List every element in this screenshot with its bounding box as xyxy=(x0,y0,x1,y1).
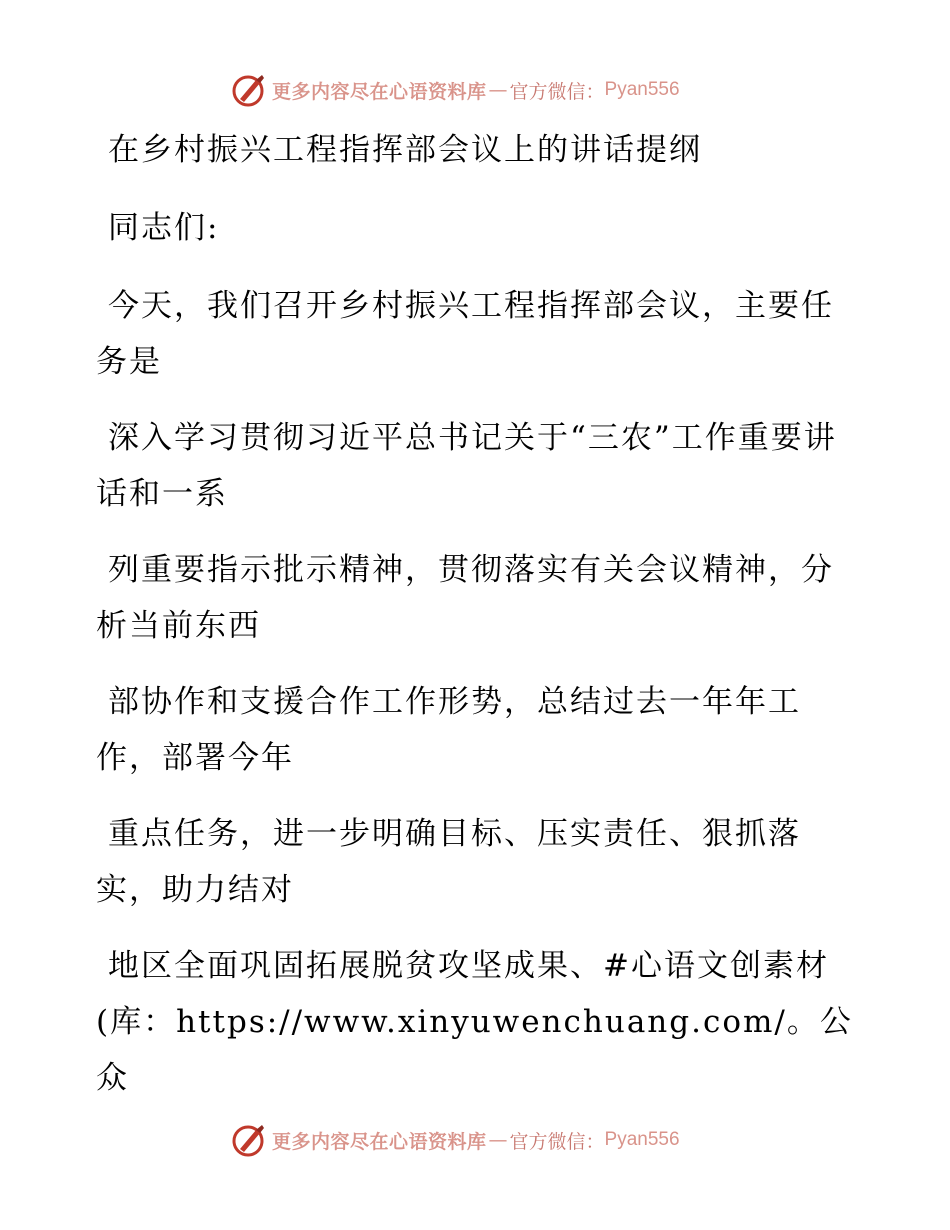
paragraph-text: 列重要指示批示精神，贯彻落实有关会议精神，分析当前东西 xyxy=(96,552,834,644)
pen-logo-icon xyxy=(230,72,268,108)
paragraph-text: 部协作和支援合作工作形势，总结过去一年年工作，部署今年 xyxy=(96,684,801,776)
watermark-wechat-id: Pyan556 xyxy=(604,1129,680,1150)
footer-watermark xyxy=(230,1122,680,1158)
paragraph xyxy=(96,938,856,1106)
document-body xyxy=(96,122,856,1126)
paragraph xyxy=(96,542,856,654)
pen-logo-icon xyxy=(230,1122,268,1158)
paragraph xyxy=(96,806,856,918)
header-watermark xyxy=(230,72,680,108)
watermark-text: 更多内容尽在心语资料库 xyxy=(272,1130,487,1153)
paragraph xyxy=(96,674,856,786)
greeting-text: 同志们: xyxy=(108,210,220,246)
paragraph-text: 重点任务，进一步明确目标、压实责任、狠抓落实，助力结对 xyxy=(96,816,801,908)
paragraph xyxy=(96,410,856,522)
watermark-text: 更多内容尽在心语资料库 xyxy=(272,80,487,103)
watermark-separator: — xyxy=(488,79,508,101)
document-title xyxy=(96,122,856,178)
greeting xyxy=(96,200,856,256)
watermark-separator: — xyxy=(488,1129,508,1151)
watermark-wechat-label: 官方微信： xyxy=(509,80,605,103)
watermark-wechat-id: Pyan556 xyxy=(604,79,680,100)
paragraph xyxy=(96,278,856,390)
paragraph-text: 深入学习贯彻习近平总书记关于“三农”工作重要讲话和一系 xyxy=(96,420,837,512)
document-title-text: 在乡村振兴工程指挥部会议上的讲话提纲 xyxy=(108,132,702,168)
paragraph-text: 地区全面巩固拓展脱贫攻坚成果、#心语文创素材(库：https://www.xinyuwenchuang.com/。公众 xyxy=(96,948,853,1096)
watermark-wechat-label: 官方微信： xyxy=(509,1130,605,1153)
paragraph-text: 今天，我们召开乡村振兴工程指挥部会议，主要任务是 xyxy=(96,288,834,380)
